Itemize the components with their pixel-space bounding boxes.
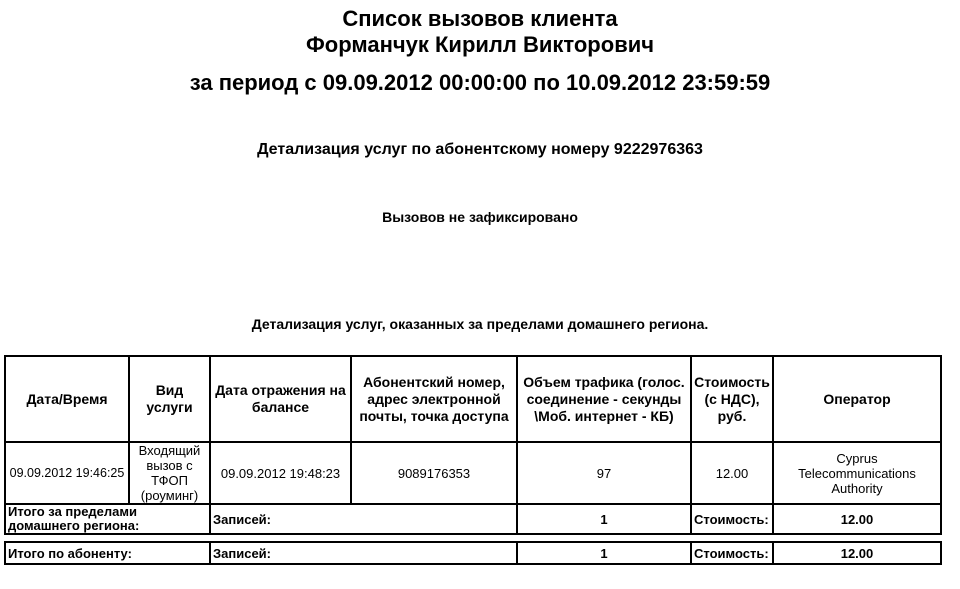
- report-period: за период с 09.09.2012 00:00:00 по 10.09.2012 23:59:59: [189, 70, 771, 95]
- subtotal-row: [5, 504, 941, 534]
- table-row: [5, 442, 941, 504]
- col-header-cost: Стоимость (с НДС), руб.: [691, 356, 773, 442]
- col-header-operator: Оператор: [773, 356, 941, 442]
- total-records-value: 1: [517, 542, 691, 564]
- total-row: [5, 542, 941, 564]
- col-header-traffic: Объем трафика (голос. соединение - секунды \Моб. интернет - КБ): [517, 356, 691, 442]
- client-name: Форманчук Кирилл Викторович: [305, 32, 655, 57]
- no-calls-message: Вызовов не зафиксировано: [382, 209, 578, 225]
- cell-operator: Cyprus Telecommunications Authority: [773, 442, 941, 504]
- cell-balance-date: 09.09.2012 19:48:23: [210, 442, 351, 504]
- cell-number: 9089176353: [351, 442, 517, 504]
- subtotal-label: Итого за пределами домашнего региона:: [5, 504, 210, 534]
- cell-cost: 12.00: [691, 442, 773, 504]
- cell-service: Входящий вызов с ТФОП (роуминг): [129, 442, 210, 504]
- table-header-row: [5, 356, 941, 442]
- total-records-label: Записей:: [210, 542, 517, 564]
- roaming-section-title: Детализация услуг, оказанных за пределами домашнего региона.: [251, 316, 709, 332]
- roaming-calls-table: [4, 355, 942, 535]
- cell-datetime: 09.09.2012 19:46:25: [5, 442, 129, 504]
- total-label: Итого по абоненту:: [5, 542, 210, 564]
- home-section-title: Детализация услуг по абонентскому номеру 9222976363: [257, 141, 703, 158]
- total-cost-value: 12.00: [773, 542, 941, 564]
- subtotal-records-value: 1: [517, 504, 691, 534]
- total-table: [4, 541, 942, 565]
- col-header-service: Вид услуги: [129, 356, 210, 442]
- col-header-balance-date: Дата отражения на балансе: [210, 356, 351, 442]
- col-header-number: Абонентский номер, адрес электронной почты, точка доступа: [351, 356, 517, 442]
- report-title: [0, 6, 960, 58]
- report-title-line1: Список вызовов клиента: [342, 6, 618, 31]
- subtotal-records-label: Записей:: [210, 504, 517, 534]
- cell-traffic: 97: [517, 442, 691, 504]
- subtotal-cost-label: Стоимость:: [691, 504, 773, 534]
- subtotal-cost-value: 12.00: [773, 504, 941, 534]
- col-header-datetime: Дата/Время: [5, 356, 129, 442]
- total-cost-label: Стоимость:: [691, 542, 773, 564]
